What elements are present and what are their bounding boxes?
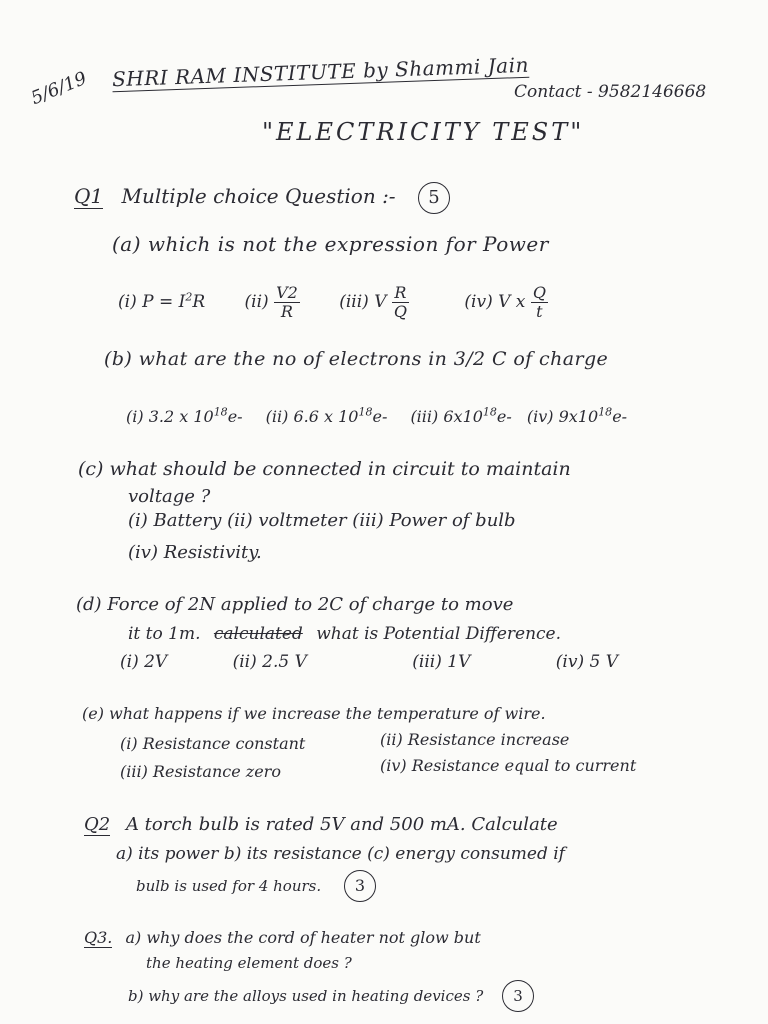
q1e-option-3: (iii) Resistance zero: [120, 762, 281, 781]
q1-label: Q1: [74, 184, 104, 208]
q1d-option-3: (iii) 1V: [412, 652, 471, 672]
q1e-option-1: (i) Resistance constant: [120, 734, 306, 753]
q1-heading-row: [74, 182, 450, 214]
q1d-option-1: (i) 2V: [120, 652, 168, 672]
q1c-options-line-2: (iv) Resistivity.: [128, 542, 262, 563]
q1d-options: [120, 652, 618, 672]
q3-line-1: Q3. a) why does the cord of heater not glow but: [84, 928, 481, 947]
q2-line-1: Q2 A torch bulb is rated 5V and 500 mA. Calculate: [84, 814, 558, 835]
q1d-option-2: (ii) 2.5 V: [232, 652, 307, 672]
q1e-option-4: (iv) Resistance equal to current: [380, 756, 637, 775]
q1b-option-2: (ii) 6.6 x $10^{18}e-$: [265, 406, 388, 427]
q1-heading: Multiple choice Question :-: [121, 184, 396, 208]
q2-label: Q2: [84, 814, 111, 835]
q1c-question-line-1: (c) what should be connected in circuit to maintain: [78, 458, 571, 480]
q1c-options-line-1: (i) Battery (ii) voltmeter (iii) Power of bulb: [128, 510, 516, 531]
q3-line-3-row: [128, 980, 534, 1012]
q2-line-3: bulb is used for 4 hours.: [136, 877, 322, 895]
q1b-question: (b) what are the no of electrons in 3/2 C of charge: [104, 348, 609, 370]
q1a-question: (a) which is not the expression for Power: [112, 232, 549, 256]
q1a-option-2: (ii) $\frac{V2}{R}$: [244, 283, 298, 321]
q3-line-3: b) why are the alloys used in heating devices ?: [128, 987, 484, 1005]
q1e-question: (e) what happens if we increase the temperature of wire.: [82, 704, 546, 723]
q1d-question-line-1: (d) Force of 2N applied to 2C of charge to move: [76, 594, 514, 615]
q1b-option-1: (i) 3.2 x $10^{18}e-$: [126, 406, 243, 427]
date: 5/6/19: [28, 67, 90, 110]
institute-name: SHRI RAM INSTITUTE by Shammi Jain: [111, 52, 530, 92]
q2-line-3-row: [136, 870, 376, 902]
q1a-option-1: (i) $P = I^2R$: [118, 290, 206, 312]
q1d-option-4: (iv) 5 V: [555, 652, 618, 672]
q1b-options: [126, 406, 627, 426]
q1b-option-3: (iii) $6x10^{18}e-$: [410, 406, 512, 427]
test-title: "ELECTRICITY TEST": [262, 118, 585, 146]
struck-word: calculated: [213, 624, 303, 644]
q1-marks: 5: [418, 182, 450, 214]
q3-label: Q3.: [84, 928, 113, 947]
q2-marks: 3: [344, 870, 376, 902]
q3-marks: 3: [502, 980, 534, 1012]
q3-line-2: the heating element does ?: [146, 954, 352, 972]
q1e-option-2: (ii) Resistance increase: [380, 730, 570, 749]
q1a-options: [118, 284, 548, 321]
q1a-option-3: (iii) V $\frac{R}{Q}$: [339, 283, 408, 321]
q1d-question-line-2: it to 1m. calculated what is Potential Difference.: [128, 624, 562, 644]
q2-line-2: a) its power b) its resistance (c) energy consumed if: [116, 844, 565, 864]
q1a-option-4: (iv) V x $\frac{Q}{t}$: [464, 283, 546, 321]
q1c-question-line-2: voltage ?: [128, 486, 211, 507]
q1b-option-4: (iv) $9x10^{18}e-$: [526, 406, 628, 427]
contact: Contact - 9582146668: [514, 82, 707, 102]
